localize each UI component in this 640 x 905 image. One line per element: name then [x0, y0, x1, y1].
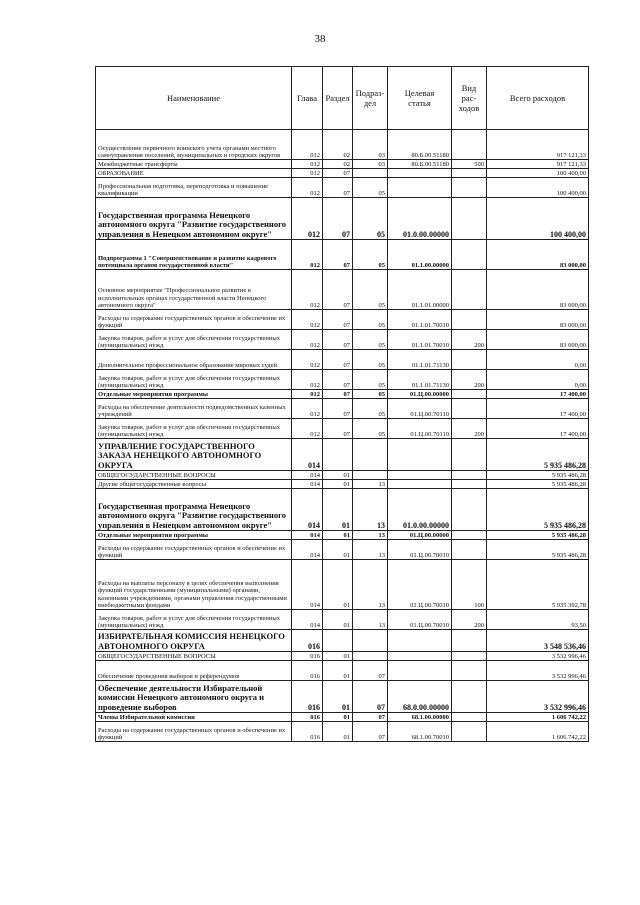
cell-name: ОБЩЕГОСУДАРСТВЕННЫЕ ВОПРОСЫ — [96, 471, 292, 480]
cell-chapter: 012 — [292, 270, 323, 310]
cell-chapter: 012 — [292, 178, 323, 198]
cell-subsection: 05 — [353, 390, 388, 399]
cell-expense-type — [452, 652, 487, 661]
cell-chapter: 016 — [292, 652, 323, 661]
cell-section: 01 — [323, 661, 353, 681]
cell-target: 01.1.01.71130 — [388, 350, 452, 370]
cell-total: 17 400,00 — [487, 399, 589, 419]
table-row — [96, 661, 589, 681]
cell-expense-type — [452, 480, 487, 489]
cell-section: 01 — [323, 471, 353, 480]
cell-total: 0,00 — [487, 370, 589, 390]
cell-name: ОБЩЕГОСУДАРСТВЕННЫЕ ВОПРОСЫ — [96, 652, 292, 661]
cell-subsection: 07 — [353, 681, 388, 713]
cell-name: Межбюджетные трансферты — [96, 160, 292, 169]
cell-expense-type — [452, 350, 487, 370]
cell-expense-type: 200 — [452, 610, 487, 630]
cell-subsection: 05 — [353, 178, 388, 198]
cell-subsection — [353, 471, 388, 480]
cell-target — [388, 169, 452, 178]
cell-total: 5 935 486,28 — [487, 540, 589, 560]
cell-target: 80.Б.00.51180 — [388, 130, 452, 160]
cell-expense-type — [452, 130, 487, 160]
cell-total: 17 400,00 — [487, 419, 589, 439]
cell-total: 100 400,00 — [487, 198, 589, 240]
cell-total: 83 000,00 — [487, 330, 589, 350]
cell-chapter: 012 — [292, 350, 323, 370]
cell-total: 3 532 996,46 — [487, 681, 589, 713]
cell-target: 01.0.00.00000 — [388, 198, 452, 240]
table-row — [96, 160, 589, 169]
cell-section: 07 — [323, 198, 353, 240]
cell-expense-type — [452, 399, 487, 419]
cell-chapter: 012 — [292, 240, 323, 270]
cell-name: Закупка товаров, работ и услуг для обеспечения государственных (муниципальных) нужд — [96, 419, 292, 439]
cell-section: 02 — [323, 160, 353, 169]
table-row — [96, 178, 589, 198]
cell-subsection — [353, 439, 388, 471]
cell-subsection: 13 — [353, 560, 388, 610]
cell-expense-type — [452, 240, 487, 270]
cell-expense-type — [452, 540, 487, 560]
cell-subsection: 05 — [353, 370, 388, 390]
cell-name: Закупка товаров, работ и услуг для обеспечения государственных (муниципальных) нужд — [96, 370, 292, 390]
cell-section: 07 — [323, 240, 353, 270]
table-row — [96, 471, 589, 480]
cell-chapter: 016 — [292, 681, 323, 713]
cell-total: 1 606 742,22 — [487, 722, 589, 742]
table-row — [96, 630, 589, 652]
cell-target: 68.1.00.70010 — [388, 722, 452, 742]
cell-expense-type — [452, 439, 487, 471]
cell-subsection: 05 — [353, 330, 388, 350]
cell-expense-type — [452, 390, 487, 399]
cell-target — [388, 661, 452, 681]
cell-section: 01 — [323, 531, 353, 540]
cell-chapter: 014 — [292, 610, 323, 630]
cell-target — [388, 178, 452, 198]
cell-name: Дополнительное профессиональное образование мировых судей — [96, 350, 292, 370]
cell-target: 01.1.01.70010 — [388, 310, 452, 330]
cell-chapter: 012 — [292, 198, 323, 240]
cell-target: 01.1.00.00000 — [388, 240, 452, 270]
cell-total: 0,00 — [487, 350, 589, 370]
cell-target: 01.Ц.00.00000 — [388, 390, 452, 399]
cell-name: Обеспечение деятельности Избирательной комиссии Ненецкого автономного округа и проведение выборов — [96, 681, 292, 713]
cell-section: 07 — [323, 370, 353, 390]
cell-chapter: 014 — [292, 480, 323, 489]
cell-subsection: 07 — [353, 713, 388, 722]
cell-section: 07 — [323, 419, 353, 439]
cell-chapter: 014 — [292, 560, 323, 610]
budget-table — [95, 66, 589, 742]
cell-total: 100 400,00 — [487, 169, 589, 178]
cell-section: 07 — [323, 270, 353, 310]
table-row — [96, 270, 589, 310]
table-row — [96, 419, 589, 439]
cell-target — [388, 471, 452, 480]
header-row — [96, 67, 589, 130]
cell-section: 02 — [323, 130, 353, 160]
cell-section: 01 — [323, 489, 353, 531]
cell-chapter: 016 — [292, 630, 323, 652]
cell-section — [323, 630, 353, 652]
table-row — [96, 350, 589, 370]
header-subsection: Подраз- дел — [353, 67, 388, 130]
cell-subsection — [353, 652, 388, 661]
cell-total: 3 548 536,46 — [487, 630, 589, 652]
cell-subsection: 07 — [353, 661, 388, 681]
cell-target — [388, 630, 452, 652]
cell-expense-type: 200 — [452, 419, 487, 439]
cell-chapter: 012 — [292, 330, 323, 350]
cell-subsection: 05 — [353, 350, 388, 370]
table-row — [96, 560, 589, 610]
cell-chapter: 014 — [292, 471, 323, 480]
cell-expense-type: 200 — [452, 330, 487, 350]
table-row — [96, 240, 589, 270]
cell-target: 01.Ц.00.70010 — [388, 540, 452, 560]
cell-subsection: 05 — [353, 419, 388, 439]
cell-name: Отдельные мероприятия программы — [96, 390, 292, 399]
cell-section: 01 — [323, 480, 353, 489]
cell-section: 07 — [323, 169, 353, 178]
cell-subsection: 13 — [353, 540, 388, 560]
cell-total: 3 532 996,46 — [487, 652, 589, 661]
header-target: Целевая статья — [388, 67, 452, 130]
cell-section: 07 — [323, 178, 353, 198]
cell-subsection: 13 — [353, 610, 388, 630]
cell-target: 68.0.00.00000 — [388, 681, 452, 713]
cell-target: 01.Ц.00.00000 — [388, 531, 452, 540]
cell-section: 07 — [323, 310, 353, 330]
cell-expense-type — [452, 169, 487, 178]
cell-expense-type — [452, 531, 487, 540]
cell-total: 5 935 486,28 — [487, 471, 589, 480]
cell-chapter: 012 — [292, 130, 323, 160]
cell-name: ИЗБИРАТЕЛЬНАЯ КОМИССИЯ НЕНЕЦКОГО АВТОНОМНОГО ОКРУГА — [96, 630, 292, 652]
cell-chapter: 014 — [292, 540, 323, 560]
table-row — [96, 531, 589, 540]
cell-chapter: 016 — [292, 661, 323, 681]
cell-name: Расходы на содержание государственных органов и обеспечение их функций — [96, 540, 292, 560]
cell-total: 17 400,00 — [487, 390, 589, 399]
cell-section: 01 — [323, 713, 353, 722]
cell-name: Государственная программа Ненецкого автономного округа "Развитие государственного управления в Ненецком автономном округе" — [96, 489, 292, 531]
table-row — [96, 540, 589, 560]
cell-expense-type — [452, 722, 487, 742]
cell-name: Основное мероприятие "Профессиональное развитие в исполнительных органах государственной власти Ненецкого автономного округа" — [96, 270, 292, 310]
cell-section: 01 — [323, 560, 353, 610]
table-row — [96, 439, 589, 471]
cell-subsection: 13 — [353, 531, 388, 540]
header-chapter: Глава — [292, 67, 323, 130]
cell-subsection: 05 — [353, 399, 388, 419]
cell-section: 01 — [323, 610, 353, 630]
header-section: Раздел — [323, 67, 353, 130]
cell-total: 83 000,00 — [487, 310, 589, 330]
table-row — [96, 198, 589, 240]
cell-chapter: 012 — [292, 370, 323, 390]
table-row — [96, 681, 589, 713]
cell-name: Осуществление первичного воинского учета органами местного самоуправления поселений, муниципальных и городских округов — [96, 130, 292, 160]
cell-name: Профессиональная подготовка, переподготовка и повышение квалификации — [96, 178, 292, 198]
cell-total: 917 121,33 — [487, 130, 589, 160]
cell-subsection: 05 — [353, 198, 388, 240]
cell-section: 07 — [323, 390, 353, 399]
cell-chapter: 012 — [292, 169, 323, 178]
cell-subsection: 05 — [353, 310, 388, 330]
table-row — [96, 610, 589, 630]
cell-subsection: 05 — [353, 270, 388, 310]
cell-section: 01 — [323, 540, 353, 560]
cell-chapter: 012 — [292, 310, 323, 330]
cell-target: 01.1.01.71130 — [388, 370, 452, 390]
cell-name: Другие общегосударственные вопросы — [96, 480, 292, 489]
cell-subsection: 03 — [353, 160, 388, 169]
cell-subsection — [353, 169, 388, 178]
cell-target: 01.Ц.00.70110 — [388, 419, 452, 439]
cell-total: 917 121,33 — [487, 160, 589, 169]
cell-name: ОБРАЗОВАНИЕ — [96, 169, 292, 178]
cell-section: 01 — [323, 652, 353, 661]
cell-total: 83 000,00 — [487, 240, 589, 270]
cell-chapter: 012 — [292, 160, 323, 169]
cell-expense-type — [452, 178, 487, 198]
cell-subsection: 13 — [353, 480, 388, 489]
cell-chapter: 016 — [292, 713, 323, 722]
cell-chapter: 016 — [292, 722, 323, 742]
table-body — [96, 130, 589, 742]
cell-target — [388, 439, 452, 471]
cell-section — [323, 439, 353, 471]
cell-name: Расходы на содержание государственных органов и обеспечение их функций — [96, 722, 292, 742]
cell-name: Расходы на содержание государственных органов и обеспечение их функций — [96, 310, 292, 330]
cell-target: 01.Ц.00.70010 — [388, 610, 452, 630]
cell-chapter: 014 — [292, 531, 323, 540]
cell-name: Подпрограмма 1 "Совершенствование и развитие кадрового потенциала органов государственной власти" — [96, 240, 292, 270]
cell-name: Закупка товаров, работ и услуг для обеспечения государственных (муниципальных) нужд — [96, 330, 292, 350]
cell-section: 01 — [323, 722, 353, 742]
header-expense-type: Вид рас- ходов — [452, 67, 487, 130]
table-row — [96, 330, 589, 350]
cell-total: 5 935 486,28 — [487, 439, 589, 471]
cell-expense-type — [452, 681, 487, 713]
cell-subsection: 07 — [353, 722, 388, 742]
cell-total: 100 400,00 — [487, 178, 589, 198]
cell-name: Отдельные мероприятия программы — [96, 531, 292, 540]
cell-name: Закупка товаров, работ и услуг для обеспечения государственных (муниципальных) нужд — [96, 610, 292, 630]
table-row — [96, 399, 589, 419]
table-row — [96, 390, 589, 399]
cell-expense-type: 100 — [452, 560, 487, 610]
cell-target: 01.1.01.00000 — [388, 270, 452, 310]
cell-total: 1 606 742,22 — [487, 713, 589, 722]
table-row — [96, 722, 589, 742]
cell-chapter: 012 — [292, 399, 323, 419]
cell-chapter: 012 — [292, 419, 323, 439]
cell-subsection: 05 — [353, 240, 388, 270]
cell-name: Обеспечение проведения выборов и референдумов — [96, 661, 292, 681]
cell-target — [388, 480, 452, 489]
header-total: Всего расходов — [487, 67, 589, 130]
cell-total: 5 935 486,28 — [487, 480, 589, 489]
cell-expense-type — [452, 661, 487, 681]
table-row — [96, 713, 589, 722]
table-row — [96, 652, 589, 661]
header-name: Наименование — [96, 67, 292, 130]
cell-expense-type: 200 — [452, 370, 487, 390]
cell-expense-type — [452, 489, 487, 531]
cell-name: Расходы на обеспечение деятельности подведомственных казенных учреждений — [96, 399, 292, 419]
cell-expense-type — [452, 198, 487, 240]
table-row — [96, 310, 589, 330]
cell-name: УПРАВЛЕНИЕ ГОСУДАРСТВЕННОГО ЗАКАЗА НЕНЕЦКОГО АВТОНОМНОГО ОКРУГА — [96, 439, 292, 471]
page-number: 38 — [314, 33, 326, 45]
cell-target: 01.0.00.00000 — [388, 489, 452, 531]
cell-expense-type — [452, 471, 487, 480]
cell-expense-type — [452, 270, 487, 310]
cell-total: 83 000,00 — [487, 270, 589, 310]
cell-target: 01.Ц.00.70110 — [388, 399, 452, 419]
table-row — [96, 370, 589, 390]
cell-expense-type — [452, 310, 487, 330]
cell-section: 01 — [323, 681, 353, 713]
cell-name: Государственная программа Ненецкого автономного округа "Развитие государственного управления в Ненецком автономном округе" — [96, 198, 292, 240]
cell-total: 3 532 996,46 — [487, 661, 589, 681]
cell-section: 07 — [323, 330, 353, 350]
cell-name: Члены Избирательной комиссии — [96, 713, 292, 722]
cell-target: 01.Ц.00.70010 — [388, 560, 452, 610]
cell-subsection: 03 — [353, 130, 388, 160]
table-row — [96, 130, 589, 160]
cell-target — [388, 652, 452, 661]
cell-total: 5 935 486,28 — [487, 489, 589, 531]
table-row — [96, 480, 589, 489]
cell-subsection: 13 — [353, 489, 388, 531]
cell-section: 07 — [323, 399, 353, 419]
cell-total: 5 935 392,78 — [487, 560, 589, 610]
cell-total: 93,50 — [487, 610, 589, 630]
cell-total: 5 935 486,28 — [487, 531, 589, 540]
cell-section: 07 — [323, 350, 353, 370]
table-row — [96, 169, 589, 178]
cell-target: 68.1.00.00000 — [388, 713, 452, 722]
cell-expense-type — [452, 630, 487, 652]
cell-chapter: 014 — [292, 489, 323, 531]
cell-target: 01.1.01.70010 — [388, 330, 452, 350]
cell-chapter: 014 — [292, 439, 323, 471]
table-row — [96, 489, 589, 531]
cell-target: 80.Б.00.51180 — [388, 160, 452, 169]
cell-expense-type — [452, 713, 487, 722]
cell-name: Расходы на выплаты персоналу в целях обеспечения выполнения функций государственными (муниципальными) органами, казенными учреждениями, органами управления государственными внебюджетными фондами — [96, 560, 292, 610]
cell-chapter: 012 — [292, 390, 323, 399]
cell-expense-type: 500 — [452, 160, 487, 169]
cell-subsection — [353, 630, 388, 652]
